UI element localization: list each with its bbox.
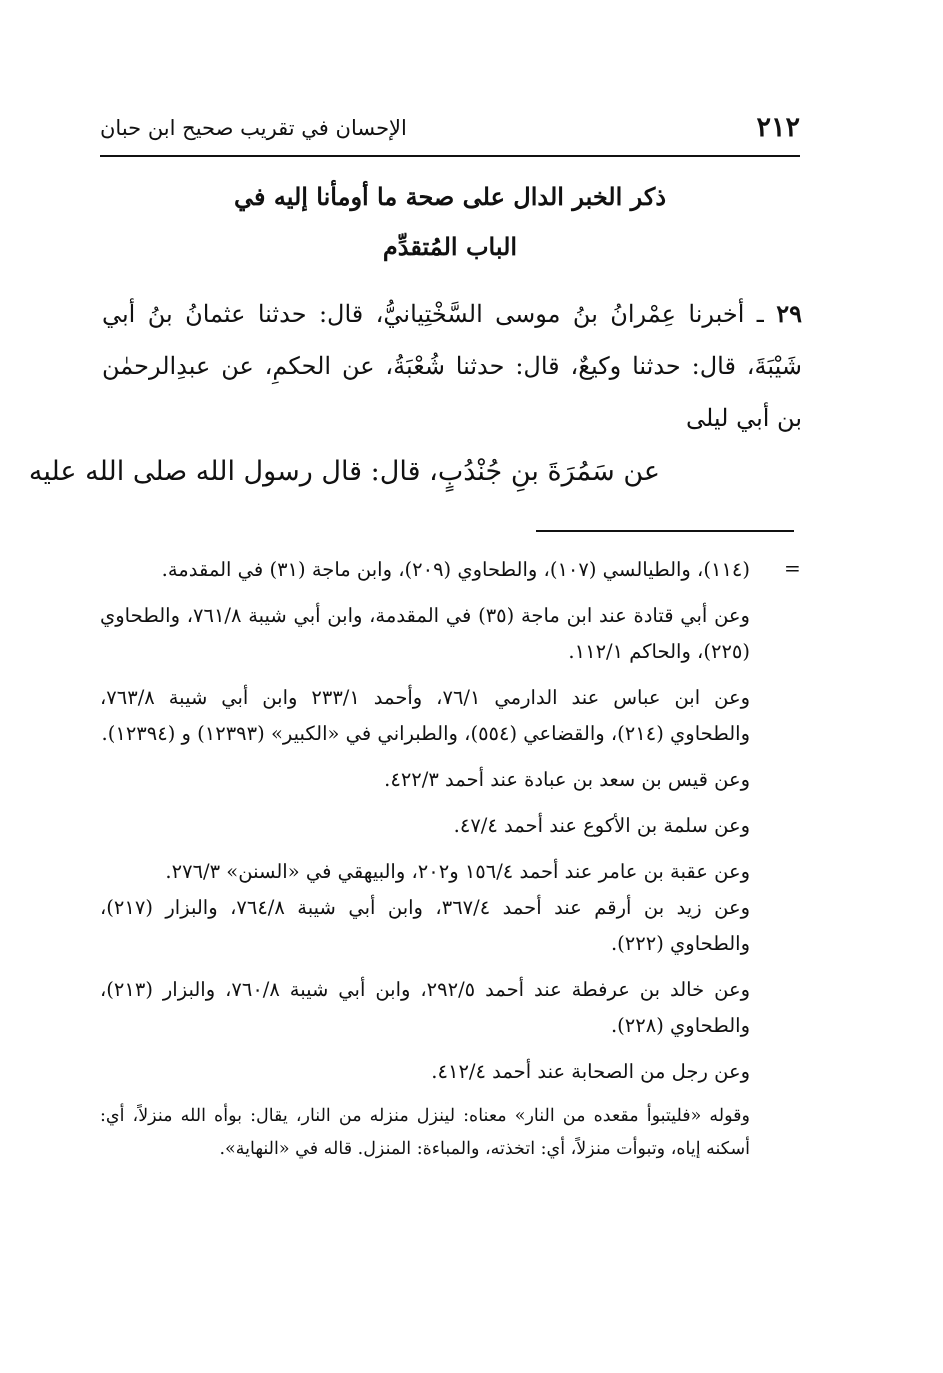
page-number: ٢١٢ (756, 112, 800, 143)
book-title: الإحسان في تقريب صحيح ابن حبان (100, 116, 407, 140)
footnote-paragraph: وعن ابن عباس عند الدارمي ٧٦/١، وأحمد ٢٣٣/١ وابن أبي شيبة ٧٦٣/٨، والطحاوي (٢١٤)، والقضاعي (٥٥٤)، والطبراني في «الكبير» (١٢٣٩٣) و (١٢٣٩٤). (100, 686, 751, 745)
hadith-isnad: ـ أخبرنا عِمْرانُ بنُ موسى السَّخْتِيانيُّ، قال: حدثنا عثمانُ بنُ أبي شَيْبَةَ، قال: حدثنا وكيعٌ، قال: حدثنا شُعْبَةُ، عن الحكمِ، عن عبدِالرحمٰن بن أبي ليلى (102, 300, 802, 432)
footnote-paragraph: وعن سلمة بن الأكوع عند أحمد ٤٧/٤. (453, 814, 750, 837)
footnote-divider (536, 530, 794, 532)
footnote-paragraph: وعن عقبة بن عامر عند أحمد ١٥٦/٤ و٢٠٢، والبيهقي في «السنن» ٢٧٦/٣. (165, 860, 750, 883)
hadith-isnad-paragraph (102, 288, 802, 444)
footnote-continuation-mark: = (784, 556, 801, 580)
chapter-heading-line-2: الباب المُتقدِّم (382, 232, 518, 261)
footnote-paragraph: وعن زيد بن أرقم عند أحمد ٣٦٧/٤، وابن أبي شيبة ٧٦٤/٨، والبزار (٢١٧)، والطحاوي (٢٢٢). (100, 896, 750, 955)
footnote-paragraph: (١١٤)، والطيالسي (١٠٧)، والطحاوي (٢٠٩)، وابن ماجة (٣١) في المقدمة. (161, 558, 750, 581)
footnote-paragraph: وعن قيس بن سعد بن عبادة عند أحمد ٤٢٢/٣. (384, 768, 750, 791)
chapter-heading (150, 172, 750, 272)
hadith-text (102, 288, 802, 444)
footnote-paragraph: وقوله «فليتبوأ مقعده من النار» معناه: لينزل منزله من النار، يقال: بوأه الله منزلاً، أي: أسكنه إياه، وتبوأت منزلاً، أي: اتخذته، والمباءة: المنزل. قاله في «النهاية». (100, 1106, 750, 1159)
header-divider (100, 155, 800, 157)
footnote-paragraph: وعن رجل من الصحابة عند أحمد ٤١٢/٤. (431, 1060, 750, 1083)
chapter-heading-line-1: ذكر الخبر الدال على صحة ما أومأنا إليه في (234, 182, 666, 211)
hadith-matn: عن سَمُرَةَ بنِ جُنْدُبٍ، قال: قال رسول الله صلى الله عليه (28, 456, 660, 487)
footnote-paragraph: وعن أبي قتادة عند ابن ماجة (٣٥) في المقدمة، وابن أبي شيبة ٧٦١/٨، والطحاوي (٢٢٥)، والحاكم ١١٢/١. (100, 604, 750, 663)
running-header (100, 112, 800, 152)
footnotes (100, 552, 750, 1176)
footnote-paragraph: وعن خالد بن عرفطة عند أحمد ٢٩٢/٥، وابن أبي شيبة ٧٦٠/٨، والبزار (٢١٣)، والطحاوي (٢٢٨). (100, 978, 750, 1037)
hadith-number: ٢٩ (776, 299, 802, 328)
